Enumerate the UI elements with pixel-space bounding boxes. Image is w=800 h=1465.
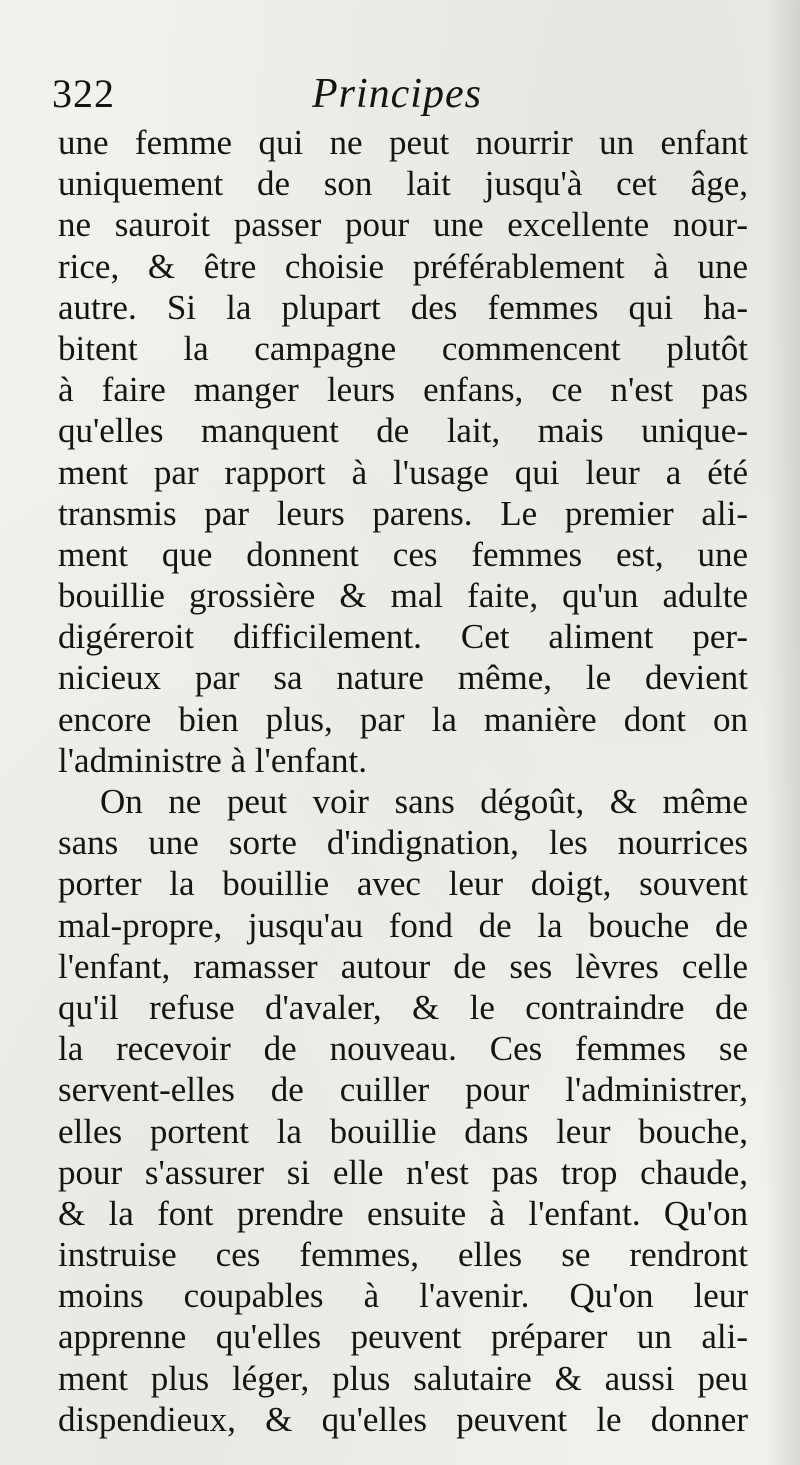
- page-edge-shadow: [764, 0, 800, 1465]
- text-line: On ne peut voir sans dégoût, & même: [100, 782, 748, 821]
- text-line: la recevoir de nouveau. Ces femmes se: [58, 1029, 748, 1069]
- text-line: instruise ces femmes, elles se rendront: [58, 1235, 748, 1275]
- text-line: transmis par leurs parens. Le premier ali-: [58, 493, 748, 533]
- text-line: ne sauroit passer pour une excellente nour-: [58, 205, 748, 245]
- text-line: dispendieux, & qu'elles peuvent le donner: [58, 1399, 748, 1439]
- text-line: qu'elles manquent de lait, mais unique-: [58, 411, 748, 451]
- text-line: une femme qui ne peut nourrir un enfant: [58, 123, 748, 162]
- text-line: autre. Si la plupart des femmes qui ha-: [58, 287, 748, 327]
- text-line: sans une sorte d'indignation, les nourrices: [58, 823, 748, 863]
- text-line: encore bien plus, par la manière dont on: [58, 699, 748, 739]
- text-line: mal-propre, jusqu'au fond de la bouche de: [58, 905, 748, 945]
- text-line: bouillie grossière & mal faite, qu'un adulte: [58, 576, 748, 616]
- text-line: ment que donnent ces femmes est, une: [58, 534, 748, 574]
- paragraph-2: [58, 781, 748, 1440]
- text-line: servent-elles de cuiller pour l'administrer,: [58, 1070, 748, 1110]
- text-line: elles portent la bouillie dans leur bouche,: [58, 1111, 748, 1151]
- page-header: [52, 66, 752, 122]
- text-line: pour s'assurer si elle n'est pas trop chaude,: [58, 1152, 748, 1192]
- text-line: digéreroit difficilement. Cet aliment per-: [58, 617, 748, 657]
- text-line: qu'il refuse d'avaler, & le contraindre de: [58, 987, 748, 1027]
- text-line: nicieux par sa nature même, le devient: [58, 658, 748, 698]
- text-line: l'enfant, ramasser autour de ses lèvres celle: [58, 946, 748, 986]
- paragraph-1: [58, 122, 748, 781]
- text-line: rice, & être choisie préférablement à une: [58, 246, 748, 286]
- text-line: ment par rapport à l'usage qui leur a été: [58, 452, 748, 492]
- text-line: à faire manger leurs enfans, ce n'est pas: [58, 370, 748, 410]
- running-head: Principes: [312, 71, 482, 117]
- text-line: bitent la campagne commencent plutôt: [58, 328, 748, 368]
- page-number: 322: [52, 71, 115, 116]
- text-line: apprenne qu'elles peuvent préparer un ali-: [58, 1317, 748, 1357]
- text-line: ment plus léger, plus salutaire & aussi peu: [58, 1358, 748, 1398]
- text-line: porter la bouillie avec leur doigt, souvent: [58, 864, 748, 904]
- text-line: uniquement de son lait jusqu'à cet âge,: [58, 164, 748, 204]
- text-line: & la font prendre ensuite à l'enfant. Qu'on: [58, 1193, 748, 1233]
- text-line: l'administre à l'enfant.: [58, 740, 368, 780]
- text-line: moins coupables à l'avenir. Qu'on leur: [58, 1276, 748, 1316]
- body-text: [58, 122, 748, 1440]
